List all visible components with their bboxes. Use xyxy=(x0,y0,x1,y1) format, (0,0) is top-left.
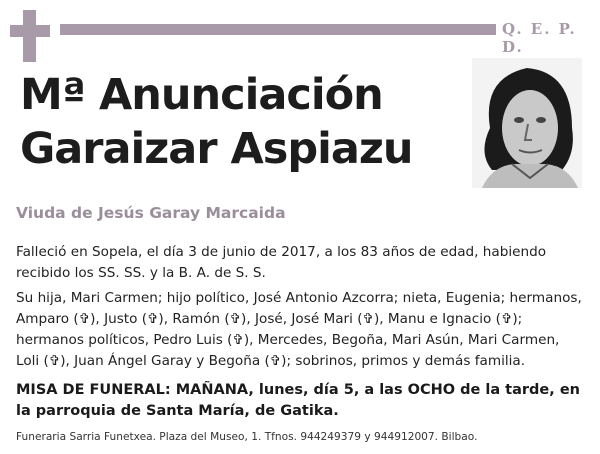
funeral-mass-notice: MISA DE FUNERAL: MAÑANA, lunes, día 5, a las OCHO de la tarde, en la parroquia de Santa María, de Gatika. xyxy=(16,382,580,419)
name-line-2: Garaizar Aspiazu xyxy=(20,124,413,174)
family-paragraph: Su hija, Mari Carmen; hijo político, José Antonio Azcorra; nieta, Eugenia; hermanos, Amparo (✞), Justo (✞), Ramón (✞), José, José Mari (✞), Manu e Ignacio (✞); hermanos políticos, Pedro Luis (✞), Mercedes, Begoña, Mari Asún, Mari Carmen, Loli (✞), Juan Ángel Garay y Begoña (✞); sobrinos, primos y demás familia. xyxy=(16,290,582,369)
portrait-photo xyxy=(472,58,582,188)
qepd-label: Q. E. P. D. xyxy=(502,20,577,56)
deceased-name xyxy=(20,68,460,176)
header-rule xyxy=(60,24,496,35)
obituary-body xyxy=(16,242,586,376)
name-line-1: Mª Anunciación xyxy=(20,70,383,120)
death-paragraph: Falleció en Sopela, el día 3 de junio de 2017, a los 83 años de edad, habiendo recibido los SS. SS. y la B. A. de S. S. xyxy=(16,244,547,281)
cross-icon xyxy=(10,10,50,62)
header xyxy=(0,0,600,60)
funeral-home-footer: Funeraria Sarria Funetxea. Plaza del Museo, 1. Tfnos. 944249379 y 944912007. Bilbao. xyxy=(16,431,478,443)
widow-subtitle: Viuda de Jesús Garay Marcaida xyxy=(16,204,286,222)
